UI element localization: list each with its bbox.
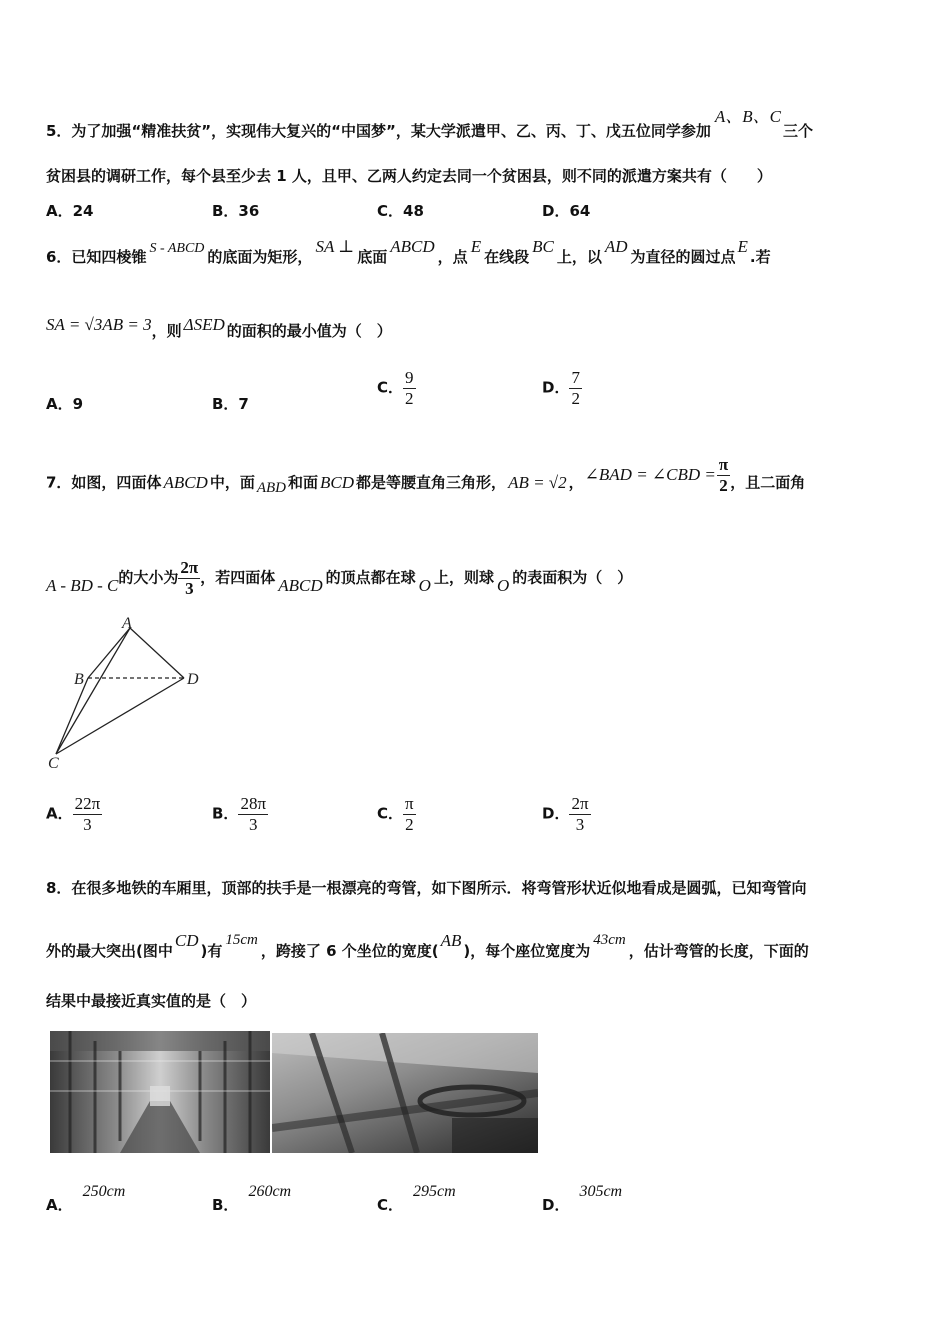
q6-line2 — [46, 315, 392, 341]
vertex-label-b: B — [74, 671, 84, 688]
q5-text: 5．为了加强“精准扶贫”，实现伟大复兴的“中国梦”，某大学派遣甲、乙、丙、丁、戊五位同学参加 — [46, 122, 711, 140]
q5-text2: 三个 — [782, 122, 813, 140]
vertex-label-a: A — [122, 615, 132, 632]
q8-text: ，估计弯管的长度，下面的 — [628, 942, 809, 960]
q8-option-c — [377, 1180, 456, 1214]
q7-text: 和面 — [288, 473, 319, 492]
q6-math: ABCD — [390, 237, 435, 256]
q6-option-b: B．7 — [212, 395, 249, 413]
denominator: 3 — [185, 578, 194, 598]
subway-interior-sketch — [50, 1031, 270, 1153]
q5-option-c: C．48 — [377, 202, 424, 220]
q6-math: AD — [604, 237, 628, 256]
fraction — [73, 794, 103, 834]
numerator: π — [718, 455, 729, 474]
option-label: C． — [377, 1196, 404, 1214]
numerator: 9 — [405, 368, 414, 387]
q5-line2: 贫困县的调研工作，每个县至少去 1 人，且甲、乙两人约定去同一个贫困县，则不同的派遣方案共有（ ） — [46, 167, 772, 185]
q7-text: 7．如图，四面体 — [46, 473, 162, 492]
q8-math: 43cm — [593, 932, 626, 948]
q7-line1 — [46, 455, 806, 503]
denominator: 3 — [248, 814, 258, 834]
numerator: 2π — [180, 558, 199, 577]
denominator: 3 — [83, 814, 92, 834]
option-value: 250cm — [82, 1183, 126, 1200]
option-label: B． — [212, 804, 239, 823]
q6-text: 6．已知四棱锥 — [46, 248, 147, 266]
denominator: 2 — [405, 388, 414, 408]
q6-text: 上，以 — [556, 248, 602, 266]
option-label: D． — [542, 1196, 570, 1214]
edge-ad — [130, 628, 184, 678]
q6-text: 底面 — [357, 248, 388, 266]
q7-text: ，且二面角 — [730, 473, 806, 492]
q7-line2 — [46, 558, 632, 598]
fraction — [403, 368, 416, 408]
vertex-label-d: D — [187, 671, 199, 688]
q8-text: 外的最大突出(图中 — [46, 942, 173, 960]
q7-text: 都是等腰直角三角形， — [356, 473, 507, 492]
q8-text: ，跨接了 6 个坐位的宽度( — [260, 942, 439, 960]
q8-option-b — [212, 1180, 292, 1214]
option-label: A． — [46, 1196, 73, 1214]
q6-option-c — [377, 368, 416, 408]
q6-math: BC — [532, 237, 554, 256]
q7-math: A - BD - C — [46, 575, 119, 595]
option-value: 305cm — [579, 1183, 623, 1200]
option-value: 260cm — [248, 1183, 292, 1200]
edge-cd — [56, 678, 184, 754]
q6-math: S - ABCD — [149, 241, 205, 256]
option-label: C． — [377, 378, 404, 397]
q5-line1 — [46, 107, 813, 141]
q6-text: 的面积的最小值为（ ） — [226, 322, 392, 340]
fraction — [178, 558, 200, 598]
q7-text: ，若四面体 — [200, 568, 276, 587]
fraction — [569, 368, 582, 408]
fraction — [717, 455, 730, 495]
q7-math: O — [496, 575, 510, 595]
q8-text: )有 — [200, 942, 223, 960]
q6-math: E — [737, 237, 748, 256]
denominator: 2 — [405, 814, 414, 834]
option-label: D． — [542, 804, 570, 823]
edge-bc — [56, 678, 88, 754]
q7-text: 上，则球 — [433, 568, 494, 587]
q6-math: E — [470, 237, 482, 256]
numerator: 22π — [74, 794, 101, 813]
q7-math: ABD — [256, 479, 287, 496]
q6-math: SA ⊥ — [315, 237, 355, 256]
q7-math: O — [418, 575, 431, 595]
numerator: π — [405, 794, 414, 813]
vertex-label-c: C — [48, 755, 59, 772]
q5-option-d: D．64 — [542, 202, 591, 220]
q6-option-a: A．9 — [46, 395, 84, 413]
option-value: 295cm — [413, 1183, 456, 1200]
denominator: 2 — [571, 388, 580, 408]
denominator: 2 — [719, 475, 728, 495]
subway-interior-photo — [50, 1031, 270, 1153]
q8-line2 — [46, 931, 809, 961]
q7-option-a — [46, 794, 102, 834]
q6-option-d — [542, 368, 582, 408]
q8-option-d — [542, 1180, 623, 1214]
fraction — [569, 794, 590, 834]
option-label: A． — [46, 804, 73, 823]
q7-math-angle: ∠BAD = ∠CBD = — [584, 464, 716, 484]
q7-math: BCD — [320, 472, 355, 492]
edge-ab — [88, 628, 130, 678]
q6-text: .若 — [749, 248, 771, 266]
q7-math: ABCD — [278, 575, 323, 595]
q7-text: 的大小为 — [118, 568, 179, 587]
q7-text: 中，面 — [209, 473, 255, 492]
option-label: C． — [377, 804, 404, 823]
numerator: 28π — [240, 794, 267, 813]
q5-option-a: A．24 — [46, 202, 94, 220]
q6-text: 的底面为矩形， — [207, 248, 313, 266]
q8-math: AB — [440, 931, 462, 950]
q7-option-c — [377, 794, 416, 834]
q7-text: 的表面积为（ ） — [512, 568, 633, 587]
q8-math: CD — [174, 931, 199, 950]
fraction — [238, 794, 268, 834]
q8-line1: 8．在很多地铁的车厢里，顶部的扶手是一根漂亮的弯管，如下图所示．将弯管形状近似地看成是圆弧，已知弯管向 — [46, 879, 807, 897]
q5-math-abc: A、B、C — [714, 107, 781, 126]
q6-math-sa: SA = √3AB = 3 — [46, 315, 152, 334]
handrail-sketch — [272, 1033, 538, 1153]
q7-text: 的顶点都在球 — [325, 568, 416, 587]
q6-text: 为直径的圆过点 — [630, 248, 736, 266]
q6-math-triangle: ΔSED — [183, 315, 225, 334]
q8-option-a — [46, 1180, 126, 1214]
q6-line1 — [46, 237, 771, 267]
fraction — [403, 794, 416, 834]
q5-option-b: B．36 — [212, 202, 260, 220]
q6-text: ，则 — [151, 322, 182, 340]
q7-option-b — [212, 794, 268, 834]
q7-option-d — [542, 794, 591, 834]
option-label: B． — [212, 1196, 239, 1214]
q8-math: 15cm — [225, 932, 258, 948]
numerator: 2π — [571, 794, 589, 813]
q7-text: ， — [568, 473, 584, 492]
q8-line3: 结果中最接近真实值的是（ ） — [46, 992, 257, 1010]
edge-ac — [56, 628, 130, 754]
handrail-photo — [272, 1033, 538, 1153]
q7-math: AB = √2 — [508, 472, 567, 492]
q6-text: ，点 — [437, 248, 468, 266]
numerator: 7 — [571, 368, 580, 387]
q8-text: )，每个座位宽度为 — [463, 942, 591, 960]
q6-text: 在线段 — [484, 248, 530, 266]
option-label: D． — [542, 378, 570, 397]
tetrahedron-figure — [44, 612, 214, 774]
q7-math: ABCD — [163, 472, 208, 492]
denominator: 3 — [575, 814, 585, 834]
